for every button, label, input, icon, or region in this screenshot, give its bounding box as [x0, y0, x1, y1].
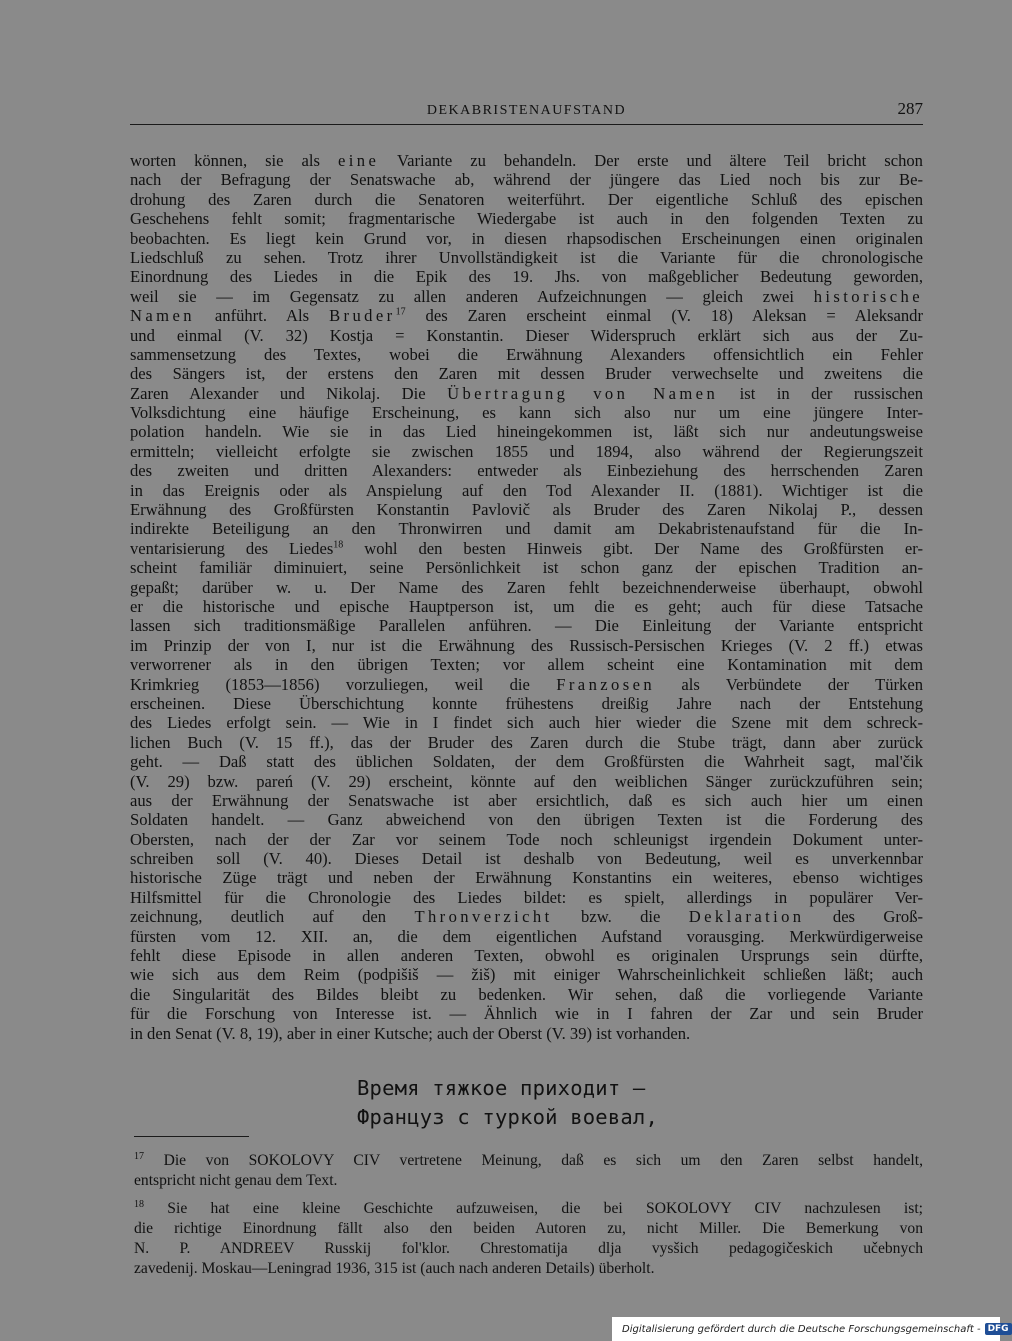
spaced-emphasis: historische — [813, 286, 923, 306]
text-line — [130, 752, 923, 771]
footnote-line — [134, 1219, 923, 1239]
text-line — [130, 927, 923, 946]
footnote-marker[interactable]: 18 — [134, 1198, 144, 1210]
footnote-gap — [134, 1191, 923, 1199]
text-line — [130, 849, 923, 868]
text-run: Geschehens fehlt somit; fragmentarische Wiedergabe ist auch in den folgenden Texten zu — [130, 209, 923, 229]
text-run: fürsten vom 12. XII. an, die dem eigentlichen Aufstand vorausging. Merkwürdigerweise — [130, 926, 923, 946]
footnote — [134, 1199, 923, 1279]
text-run: zeichnung, deutlich auf den — [130, 907, 415, 927]
running-title: DEKABRISTENAUFSTAND — [426, 103, 627, 118]
text-line — [130, 1004, 923, 1023]
page-number: 287 — [897, 99, 923, 118]
text-run: Volksdichtung eine häufige Erscheinung, es kann sich also nur um eine jüngere Inter- — [130, 403, 923, 423]
footnote-line — [134, 1239, 923, 1259]
text-line — [130, 326, 923, 345]
text-line — [130, 1024, 923, 1043]
spaced-emphasis: Deklaration — [688, 907, 805, 927]
text-line — [130, 946, 923, 965]
footnote-marker[interactable]: 17 — [395, 306, 406, 318]
text-run: lichen Buch (V. 15 ff.), das der Bruder des Zaren durch die Stube trägt, dann aber zurück — [130, 732, 923, 752]
text-line — [130, 733, 923, 752]
footnotes — [134, 1151, 923, 1279]
text-line — [130, 364, 923, 383]
text-run: des Zaren erscheint einmal (V. 18) Aleksan = Aleksandr — [405, 306, 923, 326]
text-line — [130, 519, 923, 538]
text-run: schreiben soll (V. 40). Dieses Detail ist deshalb von Bedeutung, weil es unverkennbar — [130, 849, 923, 869]
text-run: geht. — Daß statt des üblichen Soldaten, der dem Großfürsten die Wahrheit sagt, mal'čik — [130, 752, 923, 772]
text-run: des Sängers ist, der erstens den Zaren mit dessen Bruder verwechselte und zweitens die — [130, 364, 923, 384]
text-line — [130, 306, 923, 325]
text-line — [130, 229, 923, 248]
footnote-line — [134, 1151, 923, 1171]
text-run: worten können, sie als — [130, 151, 338, 170]
text-run: indirekte Beteiligung an den Thronwirren und damit am Dekabristenaufstand für die In- — [130, 519, 923, 539]
text-run: polation handeln. Wie sie in das Lied hineingekommen ist, läßt sich nur andeutungsweise — [130, 422, 923, 442]
text-line — [130, 636, 923, 655]
text-line — [130, 481, 923, 500]
text-run: beobachten. Es liegt kein Grund vor, in diesen rhapsodischen Erscheinungen einen originalen — [130, 228, 923, 248]
digitization-credit[interactable] — [612, 1317, 1009, 1341]
text-run: Sie hat eine kleine Geschichte aufzuweisen, die bei SOKOLOVY CIV nachzulesen ist; — [144, 1200, 923, 1217]
text-run: wohl den besten Hinweis gibt. Der Name des Großfürsten er- — [343, 538, 923, 558]
text-line — [130, 616, 923, 635]
text-line — [130, 461, 923, 480]
text-run: anführt. Als — [194, 306, 330, 326]
text-run: im Prinzip der von I, nur ist die Erwähnung des Russisch-Persischen Krieges (V. 2 ff.) etwas — [130, 635, 923, 655]
text-line — [130, 442, 923, 461]
text-run: des zweiten und dritten Alexanders: entweder als Einbeziehung des herrschenden Zaren — [130, 461, 923, 481]
text-run: ermitteln; vielleicht erfolgte sie zwischen 1855 und 1894, also während der Regierungszeit — [130, 441, 923, 461]
text-line — [130, 170, 923, 189]
footnote-line — [134, 1171, 923, 1191]
text-run: aus der Erwähnung der Senatswache ist aber ersichtlich, daß es sich auch hier um einen — [130, 790, 923, 810]
text-line — [130, 791, 923, 810]
text-line — [130, 907, 923, 926]
text-line — [130, 810, 923, 829]
footnote-marker[interactable]: 18 — [333, 539, 344, 551]
spaced-emphasis: Franzosen — [556, 674, 656, 694]
text-line — [130, 558, 923, 577]
text-line — [130, 655, 923, 674]
text-run: die Singularität des Bildes bleibt zu bedenken. Wir sehen, daß die vorliegende Variante — [130, 984, 923, 1004]
verse-line: Время тяжкое приходит — — [357, 1076, 646, 1100]
text-run: Soldaten handelt. — Ganz abweichend von den übrigen Texten ist die Forderung des — [130, 810, 923, 830]
spaced-emphasis: Übertragung von Namen — [447, 383, 719, 403]
text-line — [130, 985, 923, 1004]
text-run: für die Forschung von Interesse ist. — Ähnlich wie in I fahren der Zar und sein Bruder — [130, 1004, 923, 1024]
text-line — [130, 403, 923, 422]
footnote-line — [134, 1259, 923, 1279]
footnote — [134, 1151, 923, 1191]
text-line — [130, 190, 923, 209]
text-run: zavedenij. Moskau—Leningrad 1936, 315 ist (auch nach anderen Details) überholt. — [134, 1260, 655, 1277]
text-run: und einmal (V. 32) Kostja = Konstantin. Dieser Widerspruch erklärt sich aus der Zu- — [130, 325, 923, 345]
text-run: in das Ereignis oder als Anspielung auf den Tod Alexander II. (1881). Wichtiger ist die — [130, 480, 923, 500]
text-run: entspricht nicht genau dem Text. — [134, 1172, 338, 1189]
text-run: fehlt diese Episode in allen anderen Texten, obwohl es originalen Ursprungs sein dürfte, — [130, 946, 923, 966]
text-line — [130, 578, 923, 597]
text-line — [130, 772, 923, 791]
dfg-logo-icon: DFG — [985, 1323, 1012, 1335]
text-run: ist in der russischen — [718, 383, 923, 403]
header-rule — [130, 124, 923, 125]
text-run: (V. 29) bzw. pareń (V. 29) erscheint, könnte auf den weiblichen Sänger zurückzuführen sein; — [130, 771, 923, 791]
spaced-emphasis: eine — [338, 151, 380, 170]
spaced-emphasis: Namen — [130, 306, 195, 326]
text-run: die richtige Einordnung fällt also den beiden Autoren zu, nicht Miller. Die Bemerkung von — [134, 1220, 923, 1237]
text-run: Krimkrieg (1853—1856) vorzuliegen, weil die — [130, 674, 557, 694]
text-line — [130, 694, 923, 713]
text-run: in den Senat (V. 8, 19), aber in einer Kutsche; auch der Oberst (V. 39) ist vorhanden. — [130, 1023, 691, 1043]
text-line — [130, 209, 923, 228]
text-run: nach der Befragung der Senatswache ab, während der jüngere das Lied noch bis zur Be- — [130, 170, 923, 190]
text-run: er die historische und epische Hauptperson ist, um die es geht; auch für diese Tatsache — [130, 596, 923, 616]
verse-line: Француз с туркой воевал, — [357, 1105, 659, 1129]
text-run: sammensetzung des Textes, wobei die Erwähnung Alexanders offensichtlich ein Fehler — [130, 344, 923, 364]
text-line — [130, 830, 923, 849]
spaced-emphasis: Bruder — [329, 306, 396, 326]
spaced-emphasis: Thronverzicht — [414, 907, 553, 927]
text-run: N. P. ANDREEV Russkij fol'klor. Chrestomatija dlja vysšich pedagogičeskich učebnych — [134, 1240, 923, 1257]
text-run: Einordnung des Liedes in die Epik des 19. Jhs. von maßgeblicher Bedeutung geworden, — [130, 267, 923, 287]
text-run: Obersten, nach der der Zar vor seinem Tode noch schleunigst irgendein Dokument unter- — [130, 829, 923, 849]
text-run: lassen sich traditionsmäßige Parallelen anführen. — Die Einleitung der Variante entspricht — [130, 616, 923, 636]
text-line — [130, 500, 923, 519]
text-run: gepaßt; darüber w. u. Der Name des Zaren fehlt bezeichnenderweise überhaupt, obwohl — [130, 577, 923, 597]
text-run: scheint familiär diminuiert, seine Persönlichkeit ist schon ganz der epischen Tradition an- — [130, 558, 923, 578]
text-line — [130, 151, 923, 170]
text-run: weil sie — im Gegensatz zu allen anderen Aufzeichnungen — gleich zwei — [130, 286, 814, 306]
text-run: Erwähnung des Großfürsten Konstantin Pavlovič als Bruder des Zaren Nikolaj P., dessen — [130, 500, 923, 520]
body-text — [130, 151, 923, 1043]
running-header — [130, 99, 923, 123]
text-line — [130, 345, 923, 364]
verse-quote — [357, 1074, 917, 1132]
text-line — [130, 248, 923, 267]
text-line — [130, 384, 923, 403]
text-line — [130, 713, 923, 732]
text-run: als Verbündete der Türken — [655, 674, 923, 694]
text-run: Liedschluß zu sehen. Trotz ihrer Unvollständigkeit ist die Variante für die chronologische — [130, 247, 923, 267]
credit-text: Digitalisierung gefördert durch die Deutsche Forschungsgemeinschaft - — [622, 1323, 981, 1335]
footnote-marker[interactable]: 17 — [134, 1150, 144, 1162]
text-run: erscheinen. Diese Überschichtung konnte frühestens dreißig Jahre nach der Entstehung — [130, 693, 923, 713]
footnote-rule — [134, 1136, 249, 1137]
text-run: bzw. die — [552, 907, 689, 927]
text-line — [130, 287, 923, 306]
text-run: ventarisierung des Liedes — [130, 538, 334, 558]
text-run: drohung des Zaren durch die Senatoren weiterführt. Der eigentliche Schluß des epischen — [130, 189, 923, 209]
text-line — [130, 597, 923, 616]
text-run: Variante zu behandeln. Der erste und ältere Teil bricht schon — [379, 151, 923, 170]
text-run: des Groß- — [804, 907, 924, 927]
text-line — [130, 965, 923, 984]
text-line — [130, 675, 923, 694]
text-run: Hilfsmittel für die Chronologie des Liedes bildet: es spielt, allerdings in populärer Ver- — [130, 887, 923, 907]
text-run: Die von SOKOLOVY CIV vertretene Meinung, daß es sich um den Zaren selbst handelt, — [144, 1152, 923, 1169]
text-run: wie sich aus dem Reim (podpišiš — žiš) mit einiger Wahrscheinlichkeit schließen läßt; auch — [130, 965, 923, 985]
text-run: Zaren Alexander und Nikolaj. Die — [130, 383, 448, 403]
text-run: des Liedes erfolgt sein. — Wie in I findet sich auch hier wieder die Szene mit dem schreck- — [130, 713, 923, 733]
text-line — [130, 888, 923, 907]
footnote-line — [134, 1199, 923, 1219]
text-run: verworrener als in den übrigen Texten; vor allem scheint eine Kontamination mit dem — [130, 655, 923, 675]
text-line — [130, 868, 923, 887]
text-line — [130, 422, 923, 441]
text-line — [130, 267, 923, 286]
text-line — [130, 539, 923, 558]
text-run: historische Züge trägt und neben der Erwähnung Konstantins ein weiteres, ebenso wichtiges — [130, 868, 923, 888]
